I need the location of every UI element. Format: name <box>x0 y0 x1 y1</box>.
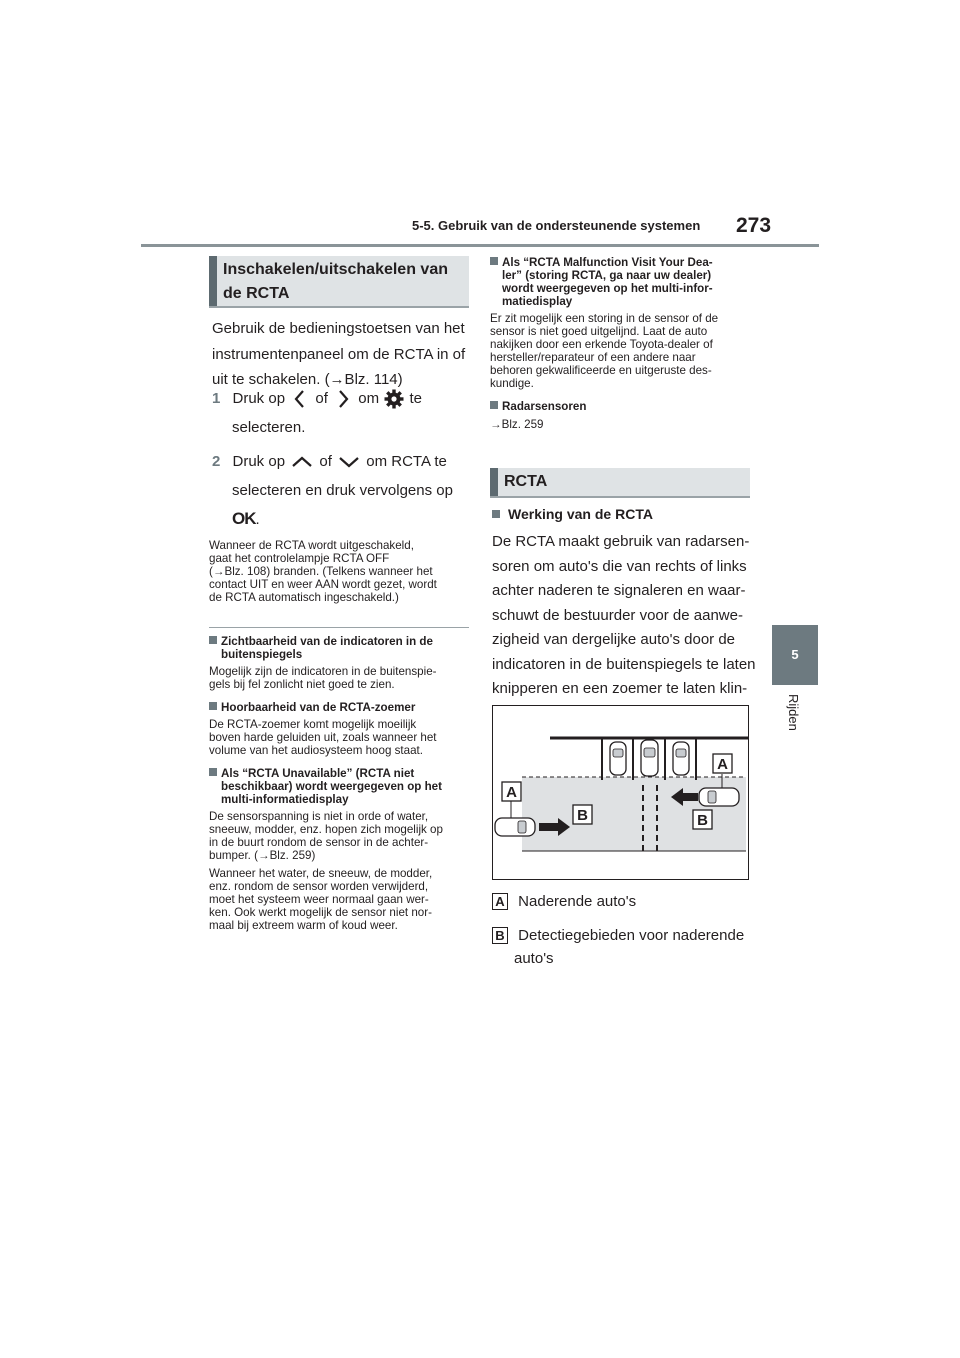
text: of <box>315 390 328 407</box>
chapter-tab[interactable]: 5 <box>772 625 818 685</box>
text-line: Gebruik de bedieningstoetsen van het <box>212 320 465 337</box>
legend-key-b: B <box>492 927 508 944</box>
text-line: (→Blz. 108) branden. (Telkens wanneer het <box>209 565 433 578</box>
label-b-right: B <box>697 812 708 829</box>
car-right-icon <box>699 788 739 806</box>
page-number: 273 <box>736 214 772 237</box>
legend-a: A Naderende auto's <box>492 889 636 915</box>
label-b-left: B <box>577 807 588 824</box>
text-line: gaat het controlelampje RCTA OFF <box>209 552 390 565</box>
heading-line-2: de RCTA <box>223 285 290 302</box>
text: Druk op <box>232 453 286 470</box>
text: te <box>409 390 422 407</box>
chevron-right-icon <box>332 388 354 410</box>
square-bullet-icon <box>492 510 500 518</box>
subsection-title: Werking van de RCTA <box>492 506 653 522</box>
text: om RCTA te <box>366 453 447 470</box>
label-a-right: A <box>717 756 728 773</box>
heading-bar <box>209 256 217 306</box>
text-line: uit te schakelen. (→Blz. 114) <box>212 371 403 388</box>
text: of <box>319 453 332 470</box>
text-line: contact UIT en weer AAN wordt gezet, wordt <box>209 578 437 591</box>
legend-b-cont: auto's <box>514 950 554 967</box>
step-2-ok <box>232 506 260 533</box>
text: Druk op <box>232 390 286 407</box>
ok-icon: OK <box>232 509 256 528</box>
paragraph: Wanneer het water, de sneeuw, de modder, enz. rondom de sensor worden verwijderd, moet het systeem weer normaal gaan wer- ken. Ook werkt mogelijk de sensor niet nor- maal bij extreem warm of koud weer. <box>209 867 433 932</box>
header-rule <box>141 244 819 247</box>
paragraph: Er zit mogelijk een storing in de sensor of de sensor is niet goed uitgelijnd. Laat de auto nakijken door een erkende Toyota-dealer of hersteller/reparateur of een andere naar behoren gekwalificeerde en uitgeruste des- kundige. <box>490 312 719 390</box>
step-number: 2 <box>212 453 221 470</box>
legend-b: B Detectiegebieden voor naderende <box>492 923 744 949</box>
square-bullet-icon <box>490 257 498 265</box>
parked-car-icon <box>610 740 689 776</box>
gear-icon <box>383 388 405 410</box>
text: om <box>358 390 380 407</box>
step-2 <box>212 449 447 475</box>
square-bullet-icon <box>209 636 217 644</box>
subheading: Hoorbaarheid van de RCTA-zoemer <box>209 701 471 714</box>
chapter-label: Rijden <box>786 694 801 731</box>
subheading-cont: buitenspiegels <box>221 648 303 661</box>
square-bullet-icon <box>209 702 217 710</box>
section-title: 5-5. Gebruik van de ondersteunende systemen <box>412 218 701 233</box>
note-paragraph <box>209 539 437 604</box>
divider <box>209 627 469 628</box>
subheading: Als “RCTA Unavailable” (RCTA niet <box>209 767 471 780</box>
step-number: 1 <box>212 390 221 407</box>
heading-text: RCTA <box>504 473 548 490</box>
square-bullet-icon <box>490 401 498 409</box>
info-block-right: Als “RCTA Malfunction Visit Your Dea- ler” (storing RCTA, ga naar uw dealer) wordt weergegeven op het multi-infor- matiedisplay Er zit mogelijk een storing in de sensor of de sensor is niet goed uitgelijnd. Laat de auto nakijken door een erkende Toyota-dealer of hersteller/reparateur of een andere naar behoren gekwalificeerde en uitgeruste des- kundige. Radarsensoren →Blz. 259 <box>490 256 752 431</box>
chevron-up-icon <box>289 453 315 471</box>
heading-line-1: Inschakelen/uitschakelen van <box>223 261 448 278</box>
paragraph: Mogelijk zijn de indicatoren in de buitenspie- gels bij fel zonlicht niet goed te zien. <box>209 665 437 691</box>
step-2-cont: selecteren en druk vervolgens op <box>232 482 453 499</box>
step-1-cont: selecteren. <box>232 419 306 436</box>
subheading: Zichtbaarheid van de indicatoren in de <box>209 635 471 648</box>
rcta-diagram <box>492 705 749 880</box>
subheading: Als “RCTA Malfunction Visit Your Dea- <box>490 256 752 269</box>
text: . <box>255 511 260 528</box>
car-left-icon <box>495 818 535 836</box>
chevron-down-icon <box>336 453 362 471</box>
legend-key-a: A <box>492 893 508 910</box>
heading-bar <box>490 468 498 496</box>
section-heading-rcta <box>490 468 750 498</box>
rcta-paragraph: De RCTA maakt gebruik van radarsen- soren om auto's die van rechts of links achter naderen te signaleren en waar- schuwt de bestuurder voor de aanwe- zigheid van dergelijke auto's door de indicatoren in de buitenspiegels te laten knipperen en een zoemer te laten klin- <box>492 533 756 697</box>
square-bullet-icon <box>209 768 217 776</box>
text-line: de RCTA automatisch ingeschakeld.) <box>209 591 399 604</box>
text-line: instrumentenpaneel om de RCTA in of <box>212 345 466 363</box>
chevron-left-icon <box>289 388 311 410</box>
paragraph: De RCTA-zoemer komt mogelijk moeilijk boven harde geluiden uit, zoals wanneer het volume van het audiosysteem hoog staat. <box>209 718 437 757</box>
info-block-left: Zichtbaarheid van de indicatoren in de buitenspiegels Mogelijk zijn de indicatoren in de buitenspie- gels bij fel zonlicht niet goed te zien. Hoorbaarheid van de RCTA-zoemer De RCTA-zoemer komt mogelijk moeilijk boven harde geluiden uit, zoals wanneer het volume van het audiosysteem hoog staat. Als “RCTA Unavailable” (RCTA niet beschikbaar) wordt weergegeven op het multi-informatiedisplay De sensorspanning is niet in orde of water, sneeuw, modder, enz. hopen zich mogelijk op in de buurt rondom de sensor in de achter- bumper. (→Blz. 259) Wanneer het water, de sneeuw, de modder, enz. rondom de sensor worden verwijderd, moet het systeem weer normaal gaan wer- ken. Ook werkt mogelijk de sensor niet nor- maal bij extreem warm of koud weer. <box>209 635 471 932</box>
intro-paragraph <box>212 316 465 393</box>
text-line: Wanneer de RCTA wordt uitgeschakeld, <box>209 539 414 552</box>
page-reference[interactable]: →Blz. 259 <box>490 418 544 431</box>
paragraph: De sensorspanning is niet in orde of water, sneeuw, modder, enz. hopen zich mogelijk op in de buurt rondom de sensor in de achter- bumper. (→Blz. 259) <box>209 810 443 862</box>
label-a-left: A <box>506 784 517 801</box>
step-1 <box>212 386 422 412</box>
section-heading <box>209 256 469 308</box>
subheading: Radarsensoren <box>490 400 752 413</box>
